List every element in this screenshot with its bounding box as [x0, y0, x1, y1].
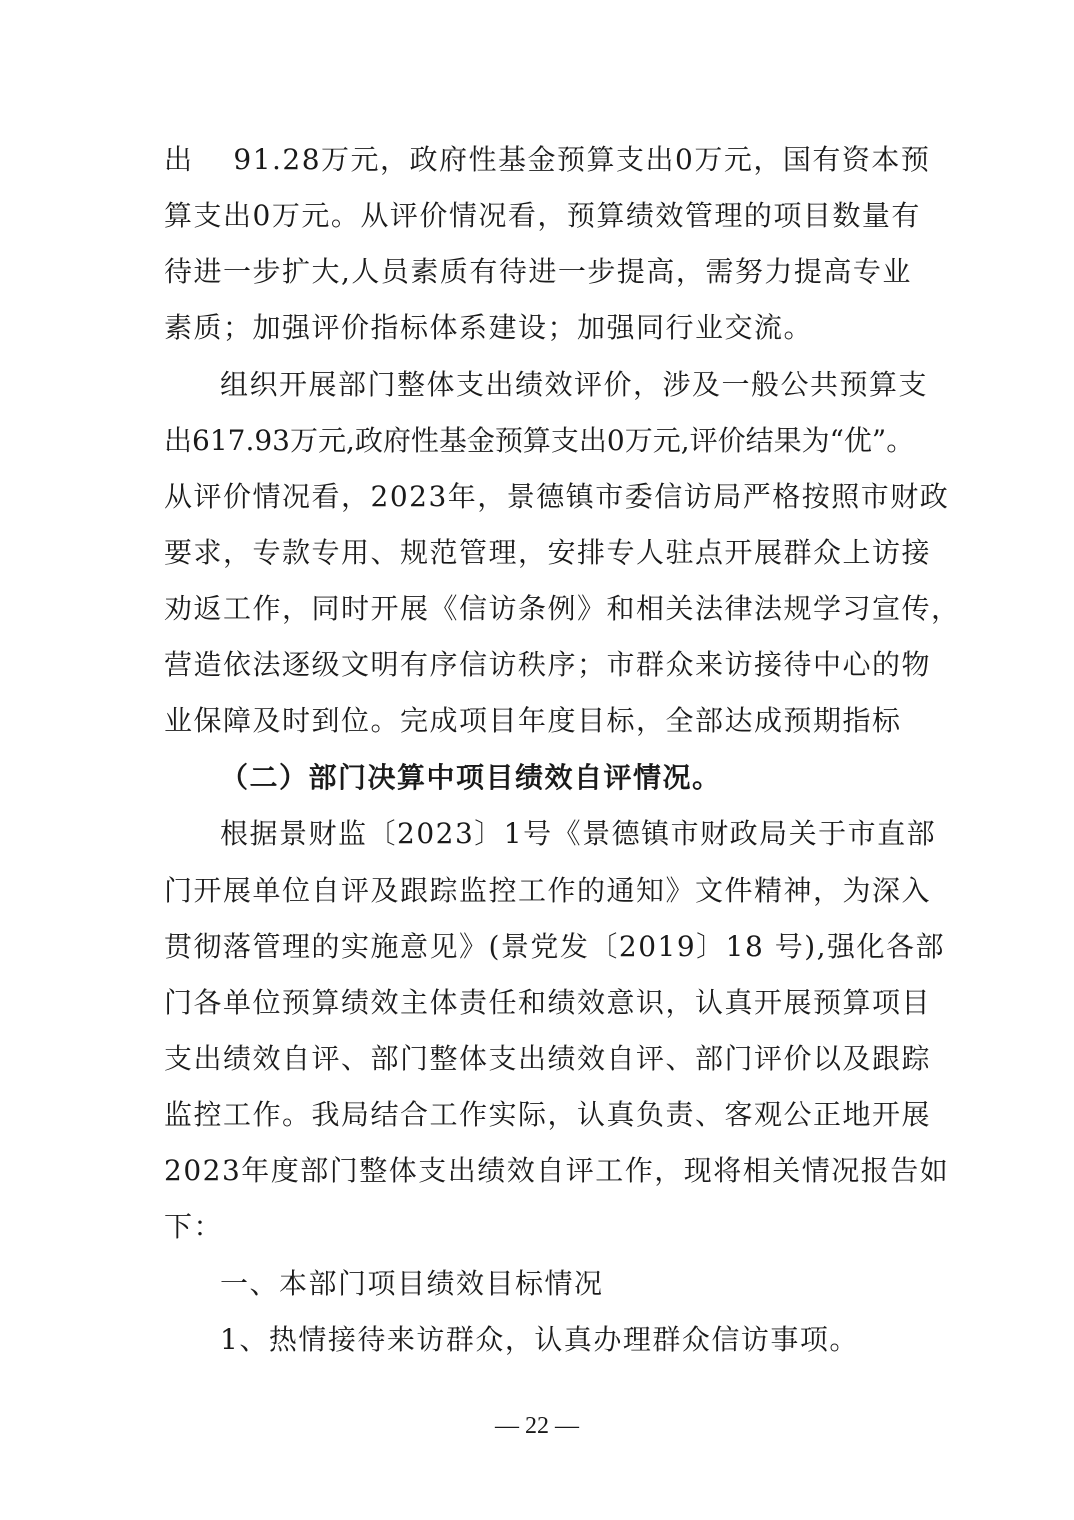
section-subheading: 一、本部门项目绩效目标情况 — [220, 1267, 604, 1300]
text-line: 门开展单位自评及跟踪监控工作的通知》文件精神，为深入 — [164, 874, 932, 907]
section-heading: （二）部门决算中项目绩效自评情况。 — [220, 761, 722, 794]
text-line: 算支出0万元。从评价情况看，预算绩效管理的项目数量有 — [164, 199, 921, 232]
text-line: 劝返工作，同时开展《信访条例》和相关法律法规学习宣传， — [164, 592, 961, 625]
text-line: 支出绩效自评、部门整体支出绩效自评、部门评价以及跟踪 — [164, 1042, 932, 1075]
text-line: 组织开展部门整体支出绩效评价，涉及一般公共预算支 — [220, 368, 929, 401]
text-line: 营造依法逐级文明有序信访秩序；市群众来访接待中心的物 — [164, 648, 932, 681]
text-line: 监控工作。我局结合工作实际，认真负责、客观公正地开展 — [164, 1098, 932, 1131]
text-line: 业保障及时到位。完成项目年度目标，全部达成预期指标 — [164, 704, 902, 737]
page-number: — 22 — — [495, 1413, 579, 1439]
text-line: 贯彻落管理的实施意见》(景党发〔2019〕18 号),强化各部 — [164, 930, 946, 963]
list-item: 1、热情接待来访群众，认真办理群众信访事项。 — [220, 1323, 859, 1356]
text-line: 根据景财监〔2023〕1号《景德镇市财政局关于市直部 — [220, 817, 937, 850]
text-line: 门各单位预算绩效主体责任和绩效意识，认真开展预算项目 — [164, 986, 932, 1019]
text-line: 下： — [164, 1210, 224, 1243]
text-line: 出617.93万元,政府性基金预算支出0万元,评价结果为“优”。 — [164, 424, 915, 457]
text-line: 从评价情况看，2023年，景德镇市委信访局严格按照市财政 — [164, 480, 950, 513]
text-line: 要求，专款专用、规范管理，安排专人驻点开展群众上访接 — [164, 536, 932, 569]
text-line: 出 91.28万元，政府性基金预算支出0万元，国有资本预 — [164, 143, 931, 176]
text-line: 素质；加强评价指标体系建设；加强同行业交流。 — [164, 311, 814, 344]
text-line: 待进一步扩大,人员素质有待进一步提高，需努力提高专业 — [164, 255, 912, 288]
text-line: 2023年度部门整体支出绩效自评工作，现将相关情况报告如 — [164, 1154, 950, 1187]
